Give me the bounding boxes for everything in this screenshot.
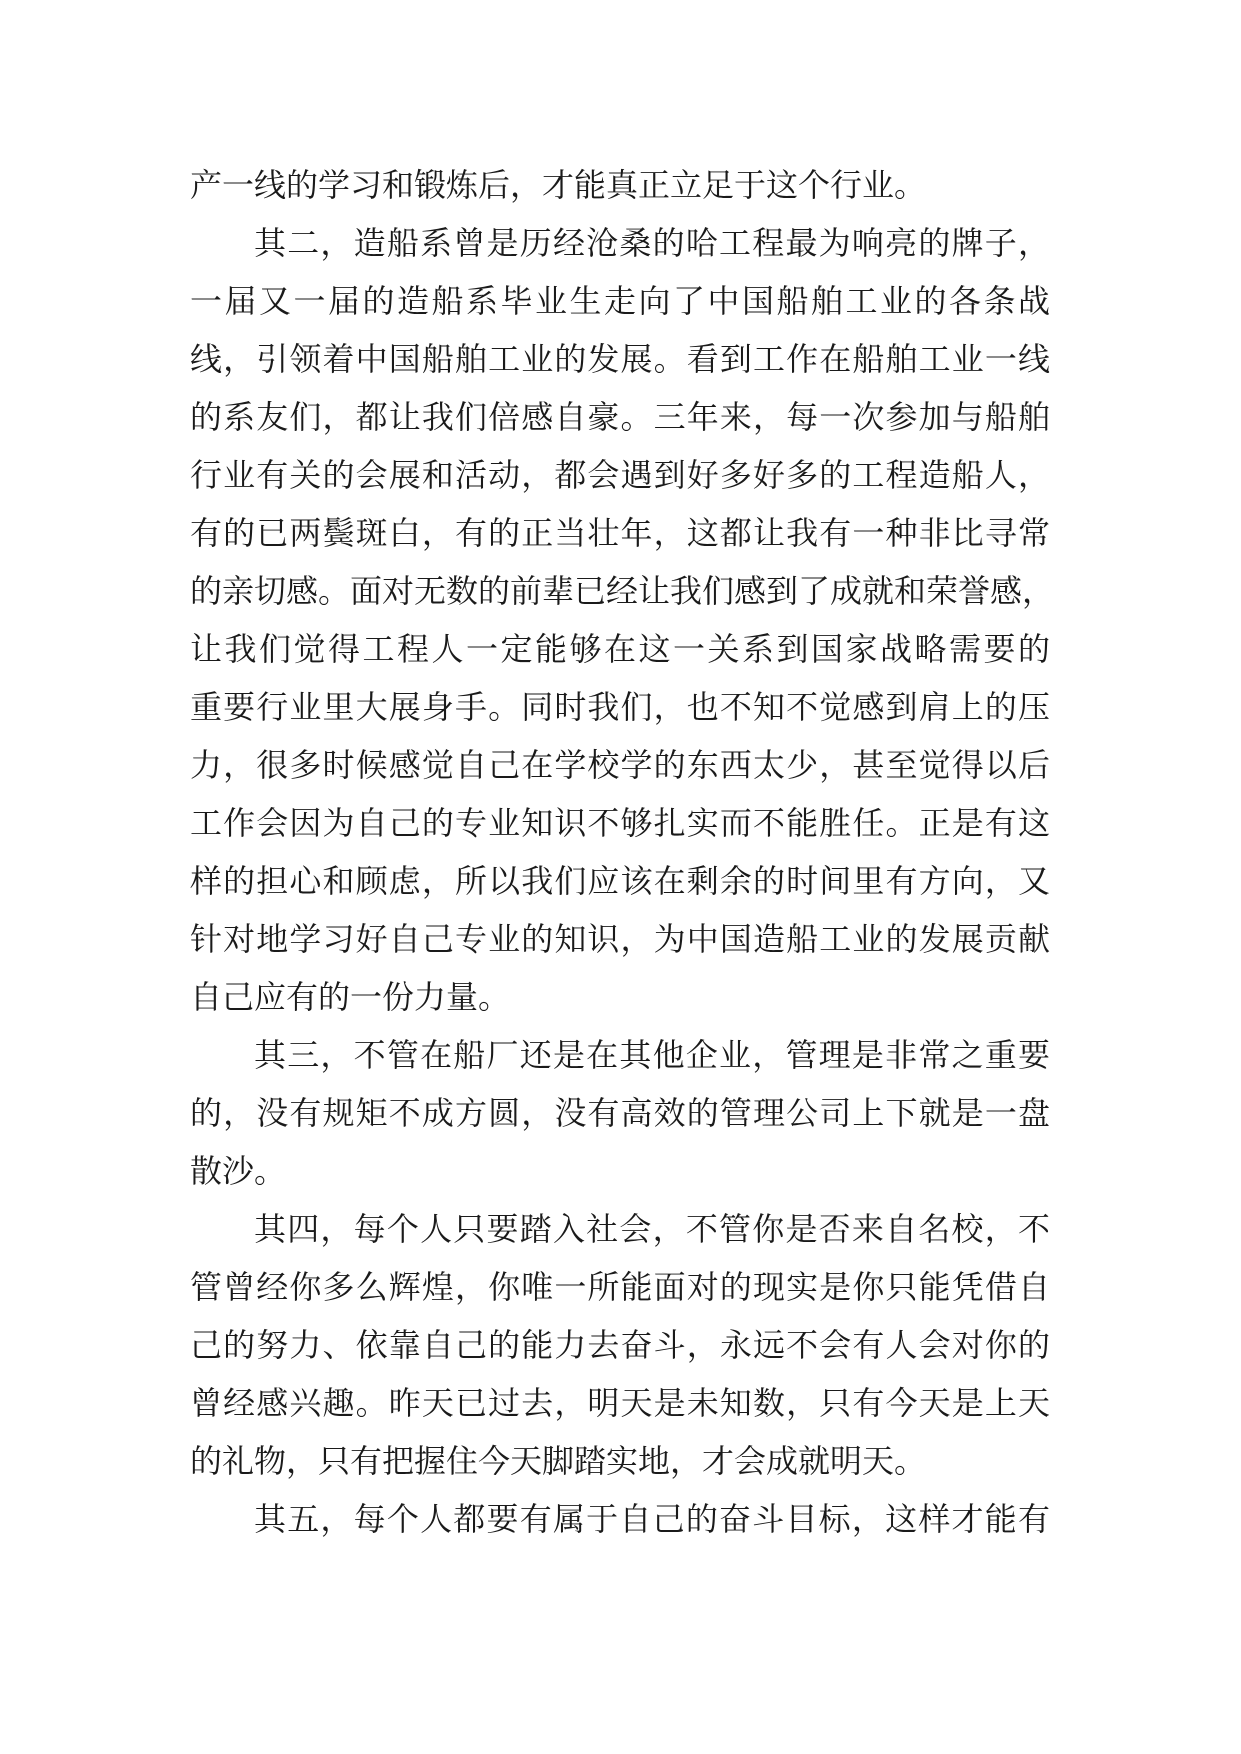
text-line: 自己应有的一份力量。	[190, 978, 511, 1016]
text-line: 的系友们，都让我们倍感自豪。三年来，每一次参加与船舶	[190, 398, 1050, 436]
text-line: 产一线的学习和锻炼后，才能真正立足于这个行业。	[190, 166, 927, 204]
text-line: 有的已两鬓斑白，有的正当壮年，这都让我有一种非比寻常	[190, 514, 1050, 552]
text-line: 其五，每个人都要有属于自己的奋斗目标，这样才能有	[254, 1500, 1050, 1538]
text-line: 曾经感兴趣。昨天已过去，明天是未知数，只有今天是上天	[190, 1384, 1050, 1422]
text-line: 其二，造船系曾是历经沧桑的哈工程最为响亮的牌子，	[254, 224, 1050, 262]
text-line: 管曾经你多么辉煌，你唯一所能面对的现实是你只能凭借自	[190, 1268, 1050, 1306]
text-line: 样的担心和顾虑，所以我们应该在剩余的时间里有方向，又	[190, 862, 1050, 900]
text-line: 其四，每个人只要踏入社会，不管你是否来自名校，不	[254, 1210, 1050, 1248]
text-line: 重要行业里大展身手。同时我们，也不知不觉感到肩上的压	[190, 688, 1050, 726]
text-line: 力，很多时候感觉自己在学校学的东西太少，甚至觉得以后	[190, 746, 1050, 784]
text-line: 行业有关的会展和活动，都会遇到好多好多的工程造船人，	[190, 456, 1050, 494]
text-line: 其三，不管在船厂还是在其他企业，管理是非常之重要	[254, 1036, 1050, 1074]
text-line: 的亲切感。面对无数的前辈已经让我们感到了成就和荣誉感，	[190, 572, 1055, 610]
text-line: 线，引领着中国船舶工业的发展。看到工作在船舶工业一线	[190, 340, 1050, 378]
text-line: 一届又一届的造船系毕业生走向了中国船舶工业的各条战	[190, 282, 1050, 320]
text-line: 针对地学习好自己专业的知识，为中国造船工业的发展贡献	[190, 920, 1050, 958]
text-line: 的礼物，只有把握住今天脚踏实地，才会成就明天。	[190, 1442, 927, 1480]
text-line: 工作会因为自己的专业知识不够扎实而不能胜任。正是有这	[190, 804, 1050, 842]
text-line: 散沙。	[190, 1152, 287, 1190]
body-text	[190, 156, 1055, 1548]
text-line: 的，没有规矩不成方圆，没有高效的管理公司上下就是一盘	[190, 1094, 1050, 1132]
text-line: 己的努力、依靠自己的能力去奋斗，永远不会有人会对你的	[190, 1326, 1050, 1364]
text-line: 让我们觉得工程人一定能够在这一关系到国家战略需要的	[190, 630, 1050, 668]
